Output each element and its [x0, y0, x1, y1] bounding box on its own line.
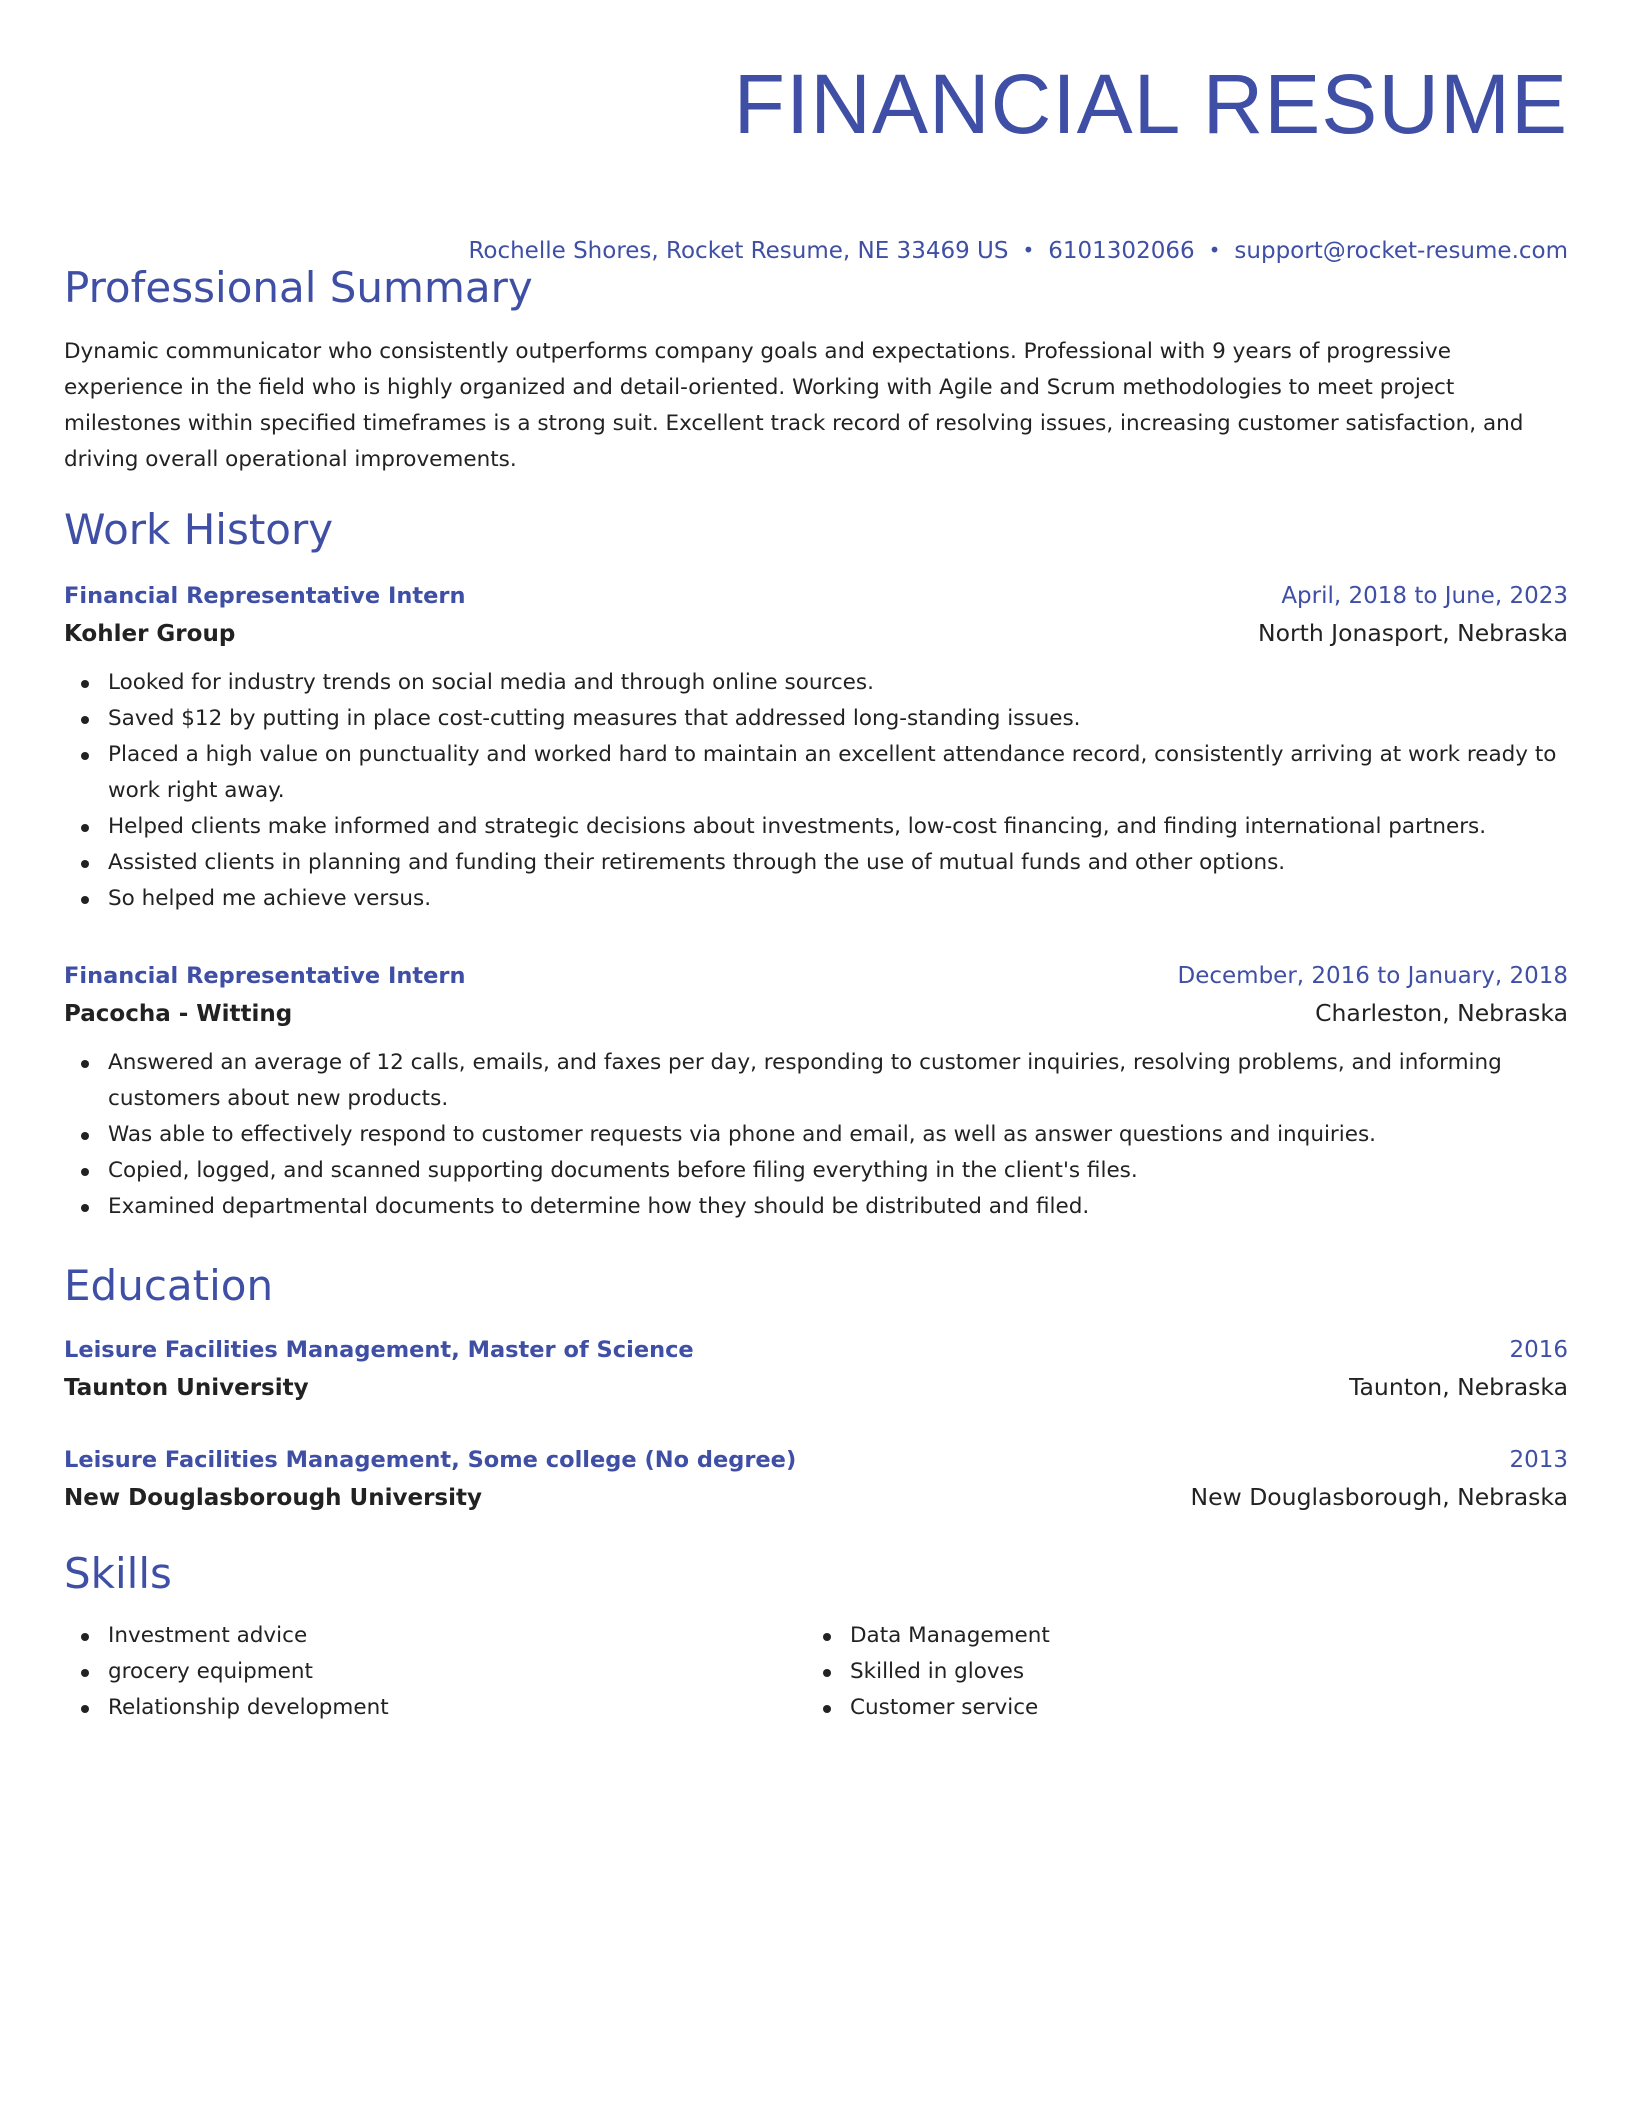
contact-separator: •	[1208, 238, 1221, 262]
job-bullets	[64, 1045, 1568, 1225]
contact-separator: •	[1022, 238, 1035, 262]
job-company: Pacocha - Witting	[64, 1001, 293, 1027]
job-role: Financial Representative Intern	[64, 963, 466, 989]
contact-address: Rochelle Shores, Rocket Resume, NE 33469 US	[468, 238, 1009, 264]
job-subheader	[64, 994, 1568, 1033]
job-location: North Jonasport, Nebraska	[1257, 619, 1568, 647]
work-history-heading: Work History	[64, 505, 334, 554]
education-location: New Douglasborough, Nebraska	[1190, 1483, 1568, 1511]
education-year: 2013	[1509, 1447, 1568, 1473]
education-subheader	[64, 1478, 1568, 1517]
job-bullet: Saved $12 by putting in place cost-cutting measures that addressed long-standing issues.	[64, 701, 1568, 737]
skill-item: Skilled in gloves	[806, 1654, 1548, 1690]
skills-column-right	[806, 1618, 1548, 1726]
job-subheader	[64, 614, 1568, 653]
job-bullet: Answered an average of 12 calls, emails, and faxes per day, responding to customer inquiries, resolving problems, and informing customers about new products.	[64, 1045, 1568, 1117]
summary-heading: Professional Summary	[64, 263, 533, 312]
education-entry	[64, 1332, 1568, 1407]
job-bullet: Copied, logged, and scanned supporting documents before filing everything in the client's files.	[64, 1153, 1568, 1189]
job-bullet: Helped clients make informed and strategic decisions about investments, low-cost financing, and finding international partners.	[64, 809, 1568, 845]
job-dates: April, 2018 to June, 2023	[1281, 583, 1568, 609]
resume-title: FINANCIAL RESUME	[733, 57, 1568, 151]
education-degree: Leisure Facilities Management, Some college (No degree)	[64, 1447, 797, 1473]
education-subheader	[64, 1368, 1568, 1407]
education-school: New Douglasborough University	[64, 1485, 482, 1511]
job-header	[64, 958, 1568, 994]
job-bullet: Was able to effectively respond to customer requests via phone and email, as well as answer questions and inquiries.	[64, 1117, 1568, 1153]
education-header	[64, 1442, 1568, 1478]
education-school: Taunton University	[64, 1375, 309, 1401]
job-bullet: Examined departmental documents to determine how they should be distributed and filed.	[64, 1189, 1568, 1225]
contact-email: support@rocket-resume.com	[1234, 238, 1568, 264]
education-entry	[64, 1442, 1568, 1517]
work-entry	[64, 578, 1568, 917]
skills-column-left	[64, 1618, 806, 1726]
skill-item: grocery equipment	[64, 1654, 806, 1690]
skill-item: Customer service	[806, 1690, 1548, 1726]
job-bullet: Assisted clients in planning and funding their retirements through the use of mutual funds and other options.	[64, 845, 1568, 881]
education-header	[64, 1332, 1568, 1368]
education-degree: Leisure Facilities Management, Master of Science	[64, 1337, 694, 1363]
skill-item: Data Management	[806, 1618, 1548, 1654]
summary-text: Dynamic communicator who consistently outperforms company goals and expectations. Professional with 9 years of progressive experience in the field who is highly organized and detail-oriented. Working with Agile and Scrum methodologies to meet project milestones within specified timeframes is a strong suit. Excellent track record of resolving issues, increasing customer satisfaction, and driving overall operational improvements.	[64, 339, 1524, 472]
job-bullet: So helped me achieve versus.	[64, 881, 1568, 917]
skill-item: Relationship development	[64, 1690, 806, 1726]
contact-phone: 6101302066	[1048, 238, 1195, 264]
education-heading: Education	[64, 1261, 274, 1310]
skills-list	[64, 1618, 1568, 1726]
job-bullet: Looked for industry trends on social media and through online sources.	[64, 665, 1568, 701]
job-dates: December, 2016 to January, 2018	[1177, 963, 1568, 989]
skill-item: Investment advice	[64, 1618, 806, 1654]
work-entry	[64, 958, 1568, 1225]
job-location: Charleston, Nebraska	[1315, 999, 1568, 1027]
education-year: 2016	[1509, 1337, 1568, 1363]
skills-heading: Skills	[64, 1549, 172, 1598]
job-company: Kohler Group	[64, 621, 236, 647]
job-role: Financial Representative Intern	[64, 583, 466, 609]
job-header	[64, 578, 1568, 614]
job-bullets	[64, 665, 1568, 917]
job-bullet: Placed a high value on punctuality and worked hard to maintain an excellent attendance record, consistently arriving at work ready to work right away.	[64, 737, 1568, 809]
education-location: Taunton, Nebraska	[1349, 1373, 1568, 1401]
